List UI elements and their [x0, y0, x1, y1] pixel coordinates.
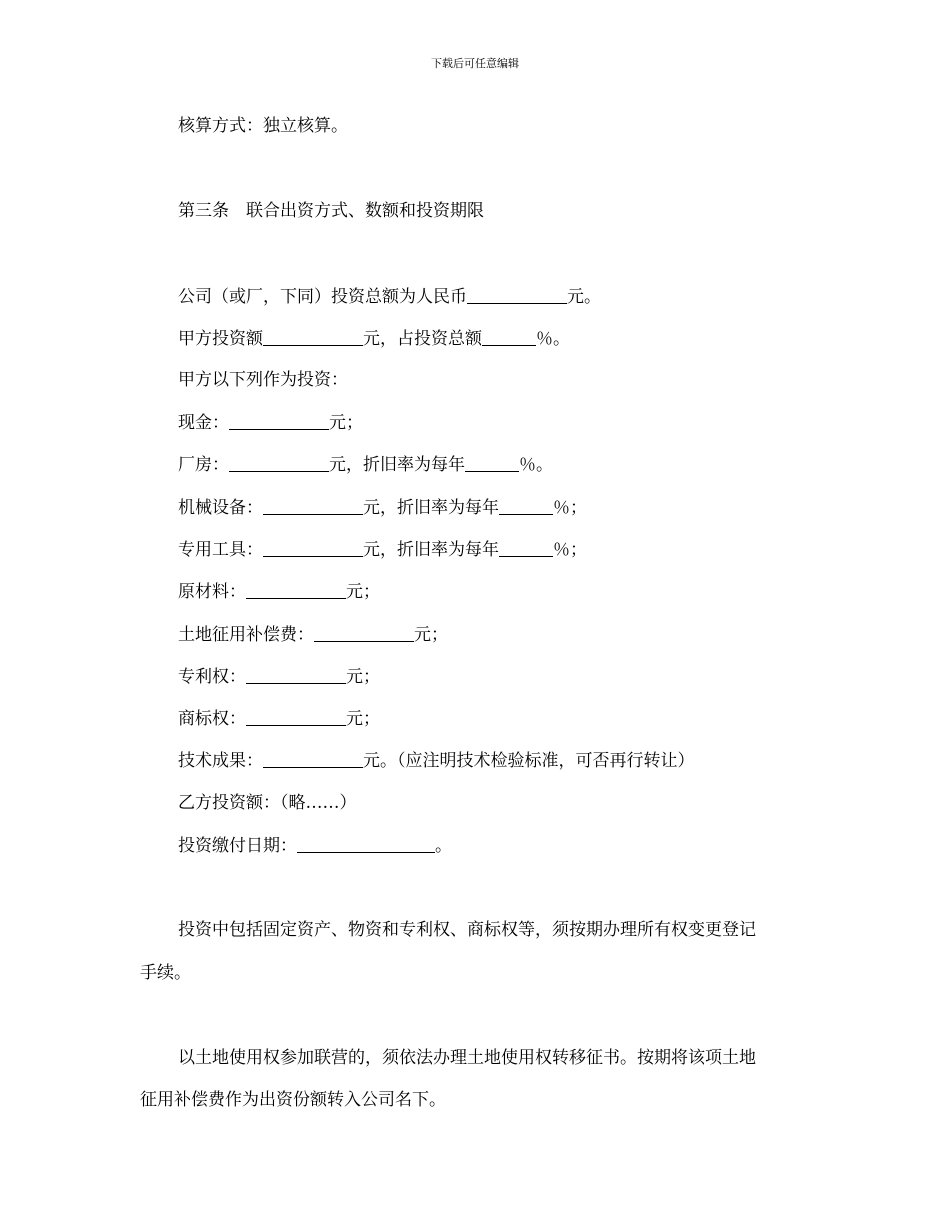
machinery-blank[interactable] [263, 496, 363, 515]
page-header: 下载后可任意编辑 [431, 57, 519, 70]
paragraph-2-line-1: 以土地使用权参加联营的，须依法办理土地使用权转移征书。按期将该项土地 [178, 1048, 756, 1068]
item-cash [178, 411, 363, 434]
item-unit: ％； [553, 498, 587, 518]
item-unit: 元； [329, 413, 363, 433]
cash-blank[interactable] [229, 411, 329, 430]
payment-date-line [178, 834, 452, 857]
item-unit: 元； [346, 709, 380, 729]
article-number: 第三条 [178, 201, 229, 221]
item-unit: ％。 [519, 455, 553, 475]
party-a-percent-unit: ％。 [536, 329, 570, 349]
total-unit: 元。 [567, 287, 601, 307]
total-label: 公司（或厂，下同）投资总额为人民币 [178, 287, 467, 307]
machinery-rate-blank[interactable] [499, 496, 553, 515]
item-tech [178, 749, 695, 772]
land-blank[interactable] [314, 623, 414, 642]
total-investment-line [178, 285, 601, 308]
item-label: 厂房： [178, 455, 229, 475]
item-label: 现金： [178, 413, 229, 433]
paragraph-2-line-2: 征用补偿费作为出资份额转入公司名下。 [140, 1090, 446, 1110]
item-unit: ％； [553, 540, 587, 560]
total-amount-blank[interactable] [467, 285, 567, 304]
payment-date-end: 。 [435, 836, 452, 856]
item-trademark [178, 707, 380, 730]
payment-date-label: 投资缴付日期： [178, 836, 297, 856]
tools-rate-blank[interactable] [499, 538, 553, 557]
tools-blank[interactable] [263, 538, 363, 557]
item-label: 原材料： [178, 582, 246, 602]
payment-date-blank[interactable] [297, 834, 435, 853]
depreciation-label: 元，折旧率为每年 [329, 455, 465, 475]
item-land [178, 623, 448, 646]
party-a-percent-blank[interactable] [482, 327, 536, 346]
item-machinery [178, 496, 587, 519]
article-heading [178, 200, 484, 222]
article-title: 联合出资方式、数额和投资期限 [246, 201, 484, 221]
item-unit: 元； [346, 582, 380, 602]
item-plant [178, 453, 553, 476]
item-label: 专利权： [178, 667, 246, 687]
party-a-share-label: 元，占投资总额 [363, 329, 482, 349]
depreciation-label: 元，折旧率为每年 [363, 498, 499, 518]
materials-blank[interactable] [246, 580, 346, 599]
party-a-label: 甲方投资额 [178, 329, 263, 349]
tech-blank[interactable] [263, 749, 363, 768]
item-materials [178, 580, 380, 603]
patent-blank[interactable] [246, 665, 346, 684]
party-b-line: 乙方投资额：（略……） [178, 793, 357, 813]
paragraph-1-line-2: 手续。 [140, 963, 191, 983]
party-a-amount-line [178, 327, 570, 350]
item-patent [178, 665, 380, 688]
item-tools [178, 538, 587, 561]
plant-rate-blank[interactable] [465, 453, 519, 472]
plant-blank[interactable] [229, 453, 329, 472]
item-unit: 元。（应注明技术检验标准，可否再行转让） [363, 751, 695, 771]
item-label: 技术成果： [178, 751, 263, 771]
item-unit: 元； [414, 625, 448, 645]
trademark-blank[interactable] [246, 707, 346, 726]
item-label: 商标权： [178, 709, 246, 729]
party-a-intro: 甲方以下列作为投资： [178, 370, 348, 390]
item-label: 机械设备： [178, 498, 263, 518]
paragraph-1-line-1: 投资中包括固定资产、物资和专利权、商标权等，须按期办理所有权变更登记 [178, 920, 756, 940]
item-label: 专用工具： [178, 540, 263, 560]
accounting-method: 核算方式：独立核算。 [178, 116, 348, 136]
item-unit: 元； [346, 667, 380, 687]
item-label: 土地征用补偿费： [178, 625, 314, 645]
party-a-amount-blank[interactable] [263, 327, 363, 346]
depreciation-label: 元，折旧率为每年 [363, 540, 499, 560]
